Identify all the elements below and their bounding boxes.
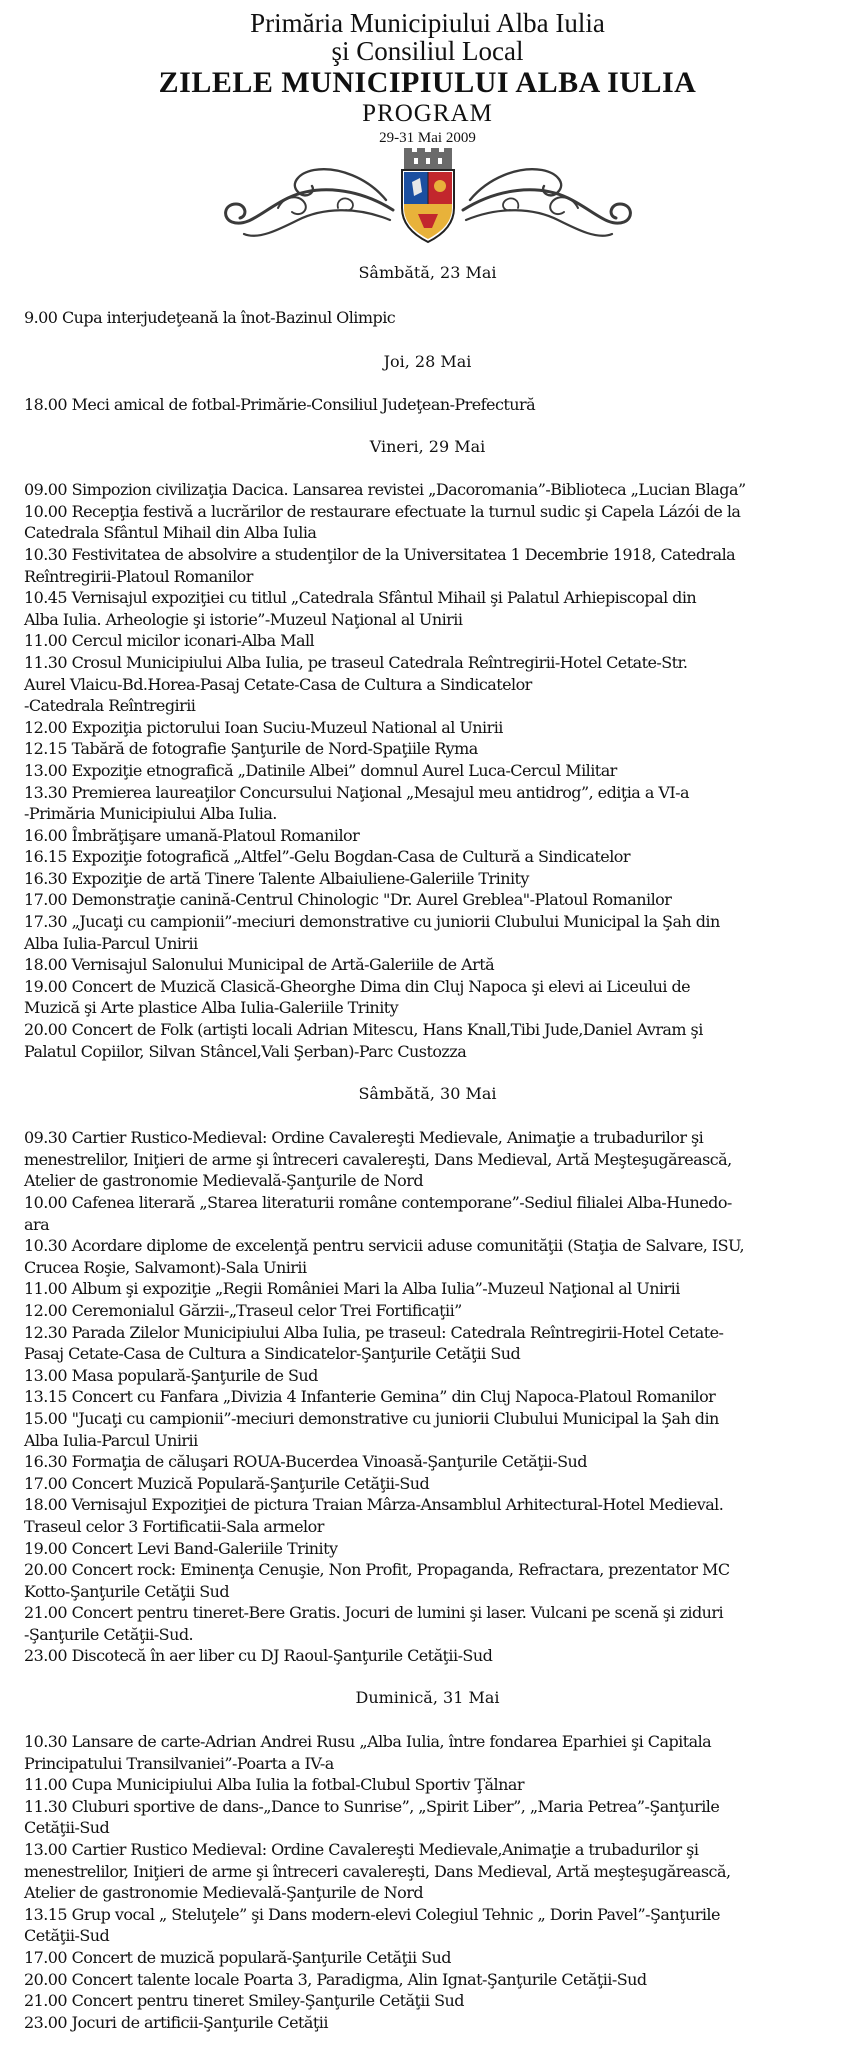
event-item: 10.30 Festivitatea de absolvire a studenţilor de la Universitatea 1 Decembrie 1918, Catedrala Reîntregirii-Platoul Romanilor: [24, 544, 736, 586]
day-heading-29-mai: Vineri, 29 Mai: [369, 437, 486, 457]
event-list-30-mai: [24, 1127, 831, 1667]
event-item: 10.00 Recepţia festivă a lucrărilor de restaurare efectuate la turnul sudic şi Capela Lázói de la Catedrala Sfântul Mihail din Alba Iulia: [24, 501, 741, 543]
event-item: 13.30 Premierea laureaţilor Concursului Naţional „Mesajul meu antidrog”, ediţia a VI-a -Primăria Municipiului Alba Iulia.: [24, 782, 689, 824]
crown-tower-icon: [404, 148, 452, 170]
event-item: 12.00 Expoziţia pictorului Ioan Suciu-Muzeul National al Unirii: [24, 717, 503, 737]
event-item: 19.00 Concert de Muzică Clasică-Gheorghe Dima din Cluj Napoca şi elevi ai Liceului de Muzică şi Arte plastice Alba Iulia-Galeriile Trinity: [24, 976, 691, 1018]
event-item: 12.00 Ceremonialul Gărzii-„Traseul celor Trei Fortificaţii”: [24, 1300, 462, 1320]
event-item: 19.00 Concert Levi Band-Galeriile Trinity: [24, 1538, 338, 1558]
event-item: 18.00 Vernisajul Expoziţiei de pictura Traian Mârza-Ansamblul Arhitectural-Hotel Medieval. Traseul celor 3 Fortificatii-Sala armelor: [24, 1495, 724, 1536]
header-dates: 29-31 Mai 2009: [379, 130, 476, 146]
coat-of-arms-ornament-icon: [218, 148, 638, 244]
event-item: 9.00 Cupa interjudeţeană la înot-Bazinul Olimpic: [24, 308, 396, 327]
event-item: 10.30 Acordare diplome de excelenţă pentru servicii aduse comunităţii (Staţia de Salvare, ISU, Crucea Roşie, Salvamont)-Sala Unirii: [24, 1236, 745, 1277]
header-program-label: PROGRAM: [362, 100, 493, 127]
event-item: 23.00 Jocuri de artificii-Şanţurile Cetăţii: [24, 2012, 328, 2032]
header-event-title: ZILELE MUNICIPIULUI ALBA IULIA: [158, 66, 697, 99]
day-heading-30-mai: Sâmbătă, 30 Mai: [358, 1084, 497, 1104]
event-item: 18.00 Meci amical de fotbal-Primărie-Consiliul Judeţean-Prefectură: [24, 394, 536, 414]
event-item: 16.30 Expoziţie de artă Tinere Talente Albaiuliene-Galeriile Trinity: [24, 868, 529, 888]
header-line-council: şi Consiliul Local: [331, 36, 524, 66]
event-item: 10.30 Lansare de carte-Adrian Andrei Rusu „Alba Iulia, între fondarea Eparhiei şi Capitala Principatului Transilvaniei”-Poarta a IV-a: [24, 1732, 712, 1773]
event-item: 17.30 „Jucaţi cu campionii”-meciuri demonstrative cu juniorii Clubului Municipal la Şah din Alba Iulia-Parcul Unirii: [24, 912, 720, 953]
header-line-city-hall: Primăria Municipiului Alba Iulia: [250, 8, 605, 38]
event-item: 10.45 Vernisajul expoziţiei cu titlul „Catedrala Sfântul Mihail şi Palatul Arhiepiscopal din Alba Iulia. Arheologie şi istorie”-Muzeul Naţional al Unirii: [24, 588, 697, 629]
event-item: 13.15 Grup vocal „ Steluţele” şi Dans modern-elevi Colegiul Tehnic „ Dorin Pavel”-Şanţurile Cetăţii-Sud: [24, 1904, 720, 1946]
event-item: 15.00 "Jucaţi cu campionii”-meciuri demonstrative cu juniorii Clubului Municipal la Şah din Alba Iulia-Parcul Unirii: [24, 1408, 719, 1450]
event-item: 21.00 Concert pentru tineret-Bere Gratis. Jocuri de lumini şi laser. Vulcani pe scenă şi ziduri -Şanţurile Cetăţii-Sud.: [24, 1603, 724, 1644]
event-item: 21.00 Concert pentru tineret Smiley-Şanţurile Cetăţii Sud: [24, 1991, 464, 2011]
day-heading-28-mai: Joi, 28 Mai: [383, 351, 472, 371]
event-list-31-mai: [24, 1731, 831, 2033]
event-item: 18.00 Vernisajul Salonului Municipal de Artă-Galeriile de Artă: [24, 955, 495, 975]
event-item: 23.00 Discotecă în aer liber cu DJ Raoul-Şanţurile Cetăţii-Sud: [24, 1646, 493, 1666]
event-item: 11.30 Crosul Municipiului Alba Iulia, pe traseul Catedrala Reîntregirii-Hotel Cetate-Str. Aurel Vlaicu-Bd.Horea-Pasaj Cetate-Casa de Cultura a Sindicatelor -Catedrala Reîntregirii: [24, 652, 688, 716]
event-item: 12.30 Parada Zilelor Municipiului Alba Iulia, pe traseul: Catedrala Reîntregirii-Hotel Cetate- Pasaj Cetate-Casa de Cultura a Sindicatelor-Şanţurile Cetăţii Sud: [24, 1322, 724, 1364]
event-item: 09.00 Simpozion civilizaţia Dacica. Lansarea revistei „Dacoromania”-Biblioteca „Lucian Blaga”: [24, 480, 746, 500]
event-item: 17.00 Concert de muzică populară-Şanţurile Cetăţii Sud: [24, 1948, 451, 1967]
day-heading-23-mai: Sâmbătă, 23 Mai: [358, 263, 497, 282]
event-list-23-mai: [24, 307, 831, 329]
event-item: 13.00 Masa populară-Şanţurile de Sud: [24, 1365, 318, 1385]
event-item: 11.30 Cluburi sportive de dans-„Dance to Sunrise”, „Spirit Liber”, „Maria Petrea”-Şanţurile Cetăţii-Sud: [24, 1796, 720, 1838]
event-item: 20.00 Concert rock: Eminenţa Cenuşie, Non Profit, Propaganda, Refractara, prezentator MC Kotto-Şanţurile Cetăţii Sud: [24, 1560, 730, 1601]
event-item: 16.30 Formaţia de căluşari ROUA-Bucerdea Vinoasă-Şanţurile Cetăţii-Sud: [24, 1452, 587, 1472]
city-shield-icon: [402, 170, 454, 242]
event-item: 20.00 Concert de Folk (artişti locali Adrian Mitescu, Hans Knall,Tibi Jude,Daniel Avram şi Palatul Copiilor, Silvan Stâncel,Vali Şerban)-Parc Custozza: [24, 1020, 703, 1061]
event-item: 10.00 Cafenea literară „Starea literaturii române contemporane”-Sediul filialei Alba-Hunedo- ara: [24, 1193, 732, 1234]
event-list-29-mai: [24, 479, 831, 1062]
event-item: 16.15 Expoziţie fotografică „Altfel”-Gelu Bogdan-Casa de Cultură a Sindicatelor: [24, 847, 630, 867]
event-item: 17.00 Concert Muzică Populară-Şanţurile Cetăţii-Sud: [24, 1473, 430, 1493]
event-item: 09.30 Cartier Rustico-Medieval: Ordine Cavalereşti Medievale, Animaţie a trubadurilor şi menestrelilor, Iniţieri de arme şi întreceri cavalereşti, Dans Medieval, Artă Meşteşugărească, Atelier de gastronomie Medievală-Şanţurile de Nord: [24, 1128, 732, 1191]
day-heading-31-mai: Duminică, 31 Mai: [355, 1688, 500, 1708]
event-item: 16.00 Îmbrăţişare umană-Platoul Romanilor: [24, 825, 360, 845]
left-scroll-ornament: [225, 169, 392, 236]
event-item: 11.00 Cupa Municipiului Alba Iulia la fotbal-Clubul Sportiv Ţălnar: [24, 1775, 524, 1795]
event-item: 17.00 Demonstraţie canină-Centrul Chinologic "Dr. Aurel Greblea"-Platoul Romanilor: [24, 890, 672, 910]
right-scroll-ornament: [463, 169, 630, 236]
event-item: 11.00 Cercul micilor iconari-Alba Mall: [24, 631, 315, 651]
event-item: 13.00 Expoziţie etnografică „Datinile Albei” domnul Aurel Luca-Cercul Militar: [24, 760, 617, 780]
event-item: 13.00 Cartier Rustico Medieval: Ordine Cavalereşti Medievale,Animaţie a trubadurilor şi menestrelilor, Iniţieri de arme şi întreceri cavalereşti, Dans Medieval, Artă meşteşugărească, Atelier de gastronomie Medievală-Şanţurile de Nord: [24, 1840, 731, 1903]
event-item: 20.00 Concert talente locale Poarta 3, Paradigma, Alin Ignat-Şanţurile Cetăţii-Sud: [24, 1969, 647, 1989]
event-item: 11.00 Album şi expoziţie „Regii României Mari la Alba Iulia”-Muzeul Naţional al Unirii: [24, 1279, 680, 1299]
program-header: [24, 10, 831, 146]
event-list-28-mai: [24, 394, 831, 416]
event-item: 13.15 Concert cu Fanfara „Divizia 4 Infanterie Gemina” din Cluj Napoca-Platoul Romanilor: [24, 1387, 716, 1407]
event-item: 12.15 Tabără de fotografie Şanţurile de Nord-Spaţiile Ryma: [24, 739, 478, 759]
